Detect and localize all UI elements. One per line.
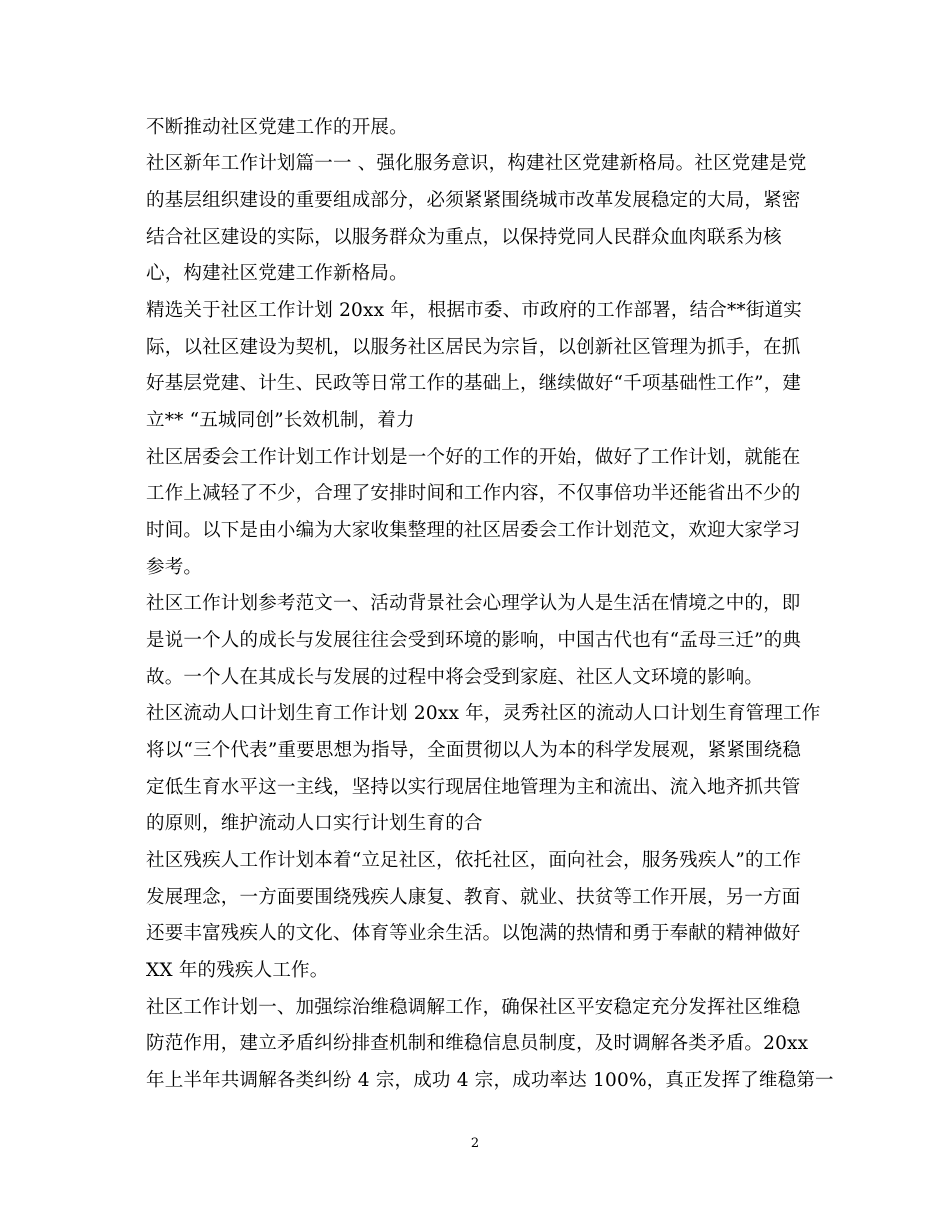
text-line: 不断推动社区党建工作的开展。 xyxy=(146,117,408,138)
text-line: 立** “五城同创”长效机制，着力 xyxy=(146,410,415,431)
text-line: 年上半年共调解各类纠纷 4 宗，成功 4 宗，成功率达 100%，真正发挥了维稳第一 xyxy=(146,1070,834,1091)
text-line: 社区居委会工作计划工作计划是一个好的工作的开始，做好了工作计划，就能在 xyxy=(146,447,801,468)
text-line: 的基层组织建设的重要组成部分，必须紧紧围绕城市改革发展稳定的大局，紧密 xyxy=(146,190,801,211)
text-line: 结合社区建设的实际，以服务群众为重点，以保持党同人民群众血肉联系为核 xyxy=(146,227,782,248)
text-line: 的原则，维护流动人口实行计划生育的合 xyxy=(146,813,483,834)
page-number: 2 xyxy=(470,1136,480,1151)
text-line: 参考。 xyxy=(146,557,203,578)
text-line: 社区工作计划参考范文一、活动背景社会心理学认为人是生活在情境之中的，即 xyxy=(146,593,801,614)
text-line: 定低生育水平这一主线，坚持以实行现居住地管理为主和流出、流入地齐抓共管 xyxy=(146,777,801,798)
text-line: 还要丰富残疾人的文化、体育等业余生活。以饱满的热情和勇于奉献的精神做好 xyxy=(146,923,801,944)
text-line: 社区残疾人工作计划本着“立足社区，依托社区，面向社会，服务残疾人”的工作 xyxy=(146,850,802,871)
text-line: 社区新年工作计划篇一一 、强化服务意识，构建社区党建新格局。社区党建是党 xyxy=(146,153,807,174)
text-line: 发展理念，一方面要围绕残疾人康复、教育、就业、扶贫等工作开展，另一方面 xyxy=(146,887,801,908)
text-line: 社区工作计划一、加强综治维稳调解工作，确保社区平安稳定充分发挥社区维稳 xyxy=(146,997,801,1018)
text-line: 将以“三个代表”重要思想为指导，全面贯彻以人为本的科学发展观，紧紧围绕稳 xyxy=(146,740,802,761)
text-line: 心，构建社区党建工作新格局。 xyxy=(146,263,408,284)
text-line: 故。一个人在其成长与发展的过程中将会受到家庭、社区人文环境的影响。 xyxy=(146,667,764,688)
text-line: 时间。以下是由小编为大家收集整理的社区居委会工作计划范文，欢迎大家学习 xyxy=(146,520,801,541)
text-line: 精选关于社区工作计划 20xx 年，根据市委、市政府的工作部署，结合**街道实 xyxy=(146,300,802,321)
text-line: 是说一个人的成长与发展往往会受到环境的影响，中国古代也有“孟母三迁”的典 xyxy=(146,630,802,651)
text-line: 好基层党建、计生、民政等日常工作的基础上，继续做好“千项基础性工作”，建 xyxy=(146,373,802,394)
text-line: 工作上减轻了不少，合理了安排时间和工作内容，不仅事倍功半还能省出不少的 xyxy=(146,483,801,504)
text-line: XX 年的残疾人工作。 xyxy=(146,960,329,981)
text-line: 社区流动人口计划生育工作计划 20xx 年，灵秀社区的流动人口计划生育管理工作 xyxy=(146,703,821,724)
text-line: 防范作用，建立矛盾纠纷排查机制和维稳信息员制度，及时调解各类矛盾。20xx xyxy=(146,1033,809,1054)
text-line: 际，以社区建设为契机，以服务社区居民为宗旨，以创新社区管理为抓手，在抓 xyxy=(146,337,801,358)
